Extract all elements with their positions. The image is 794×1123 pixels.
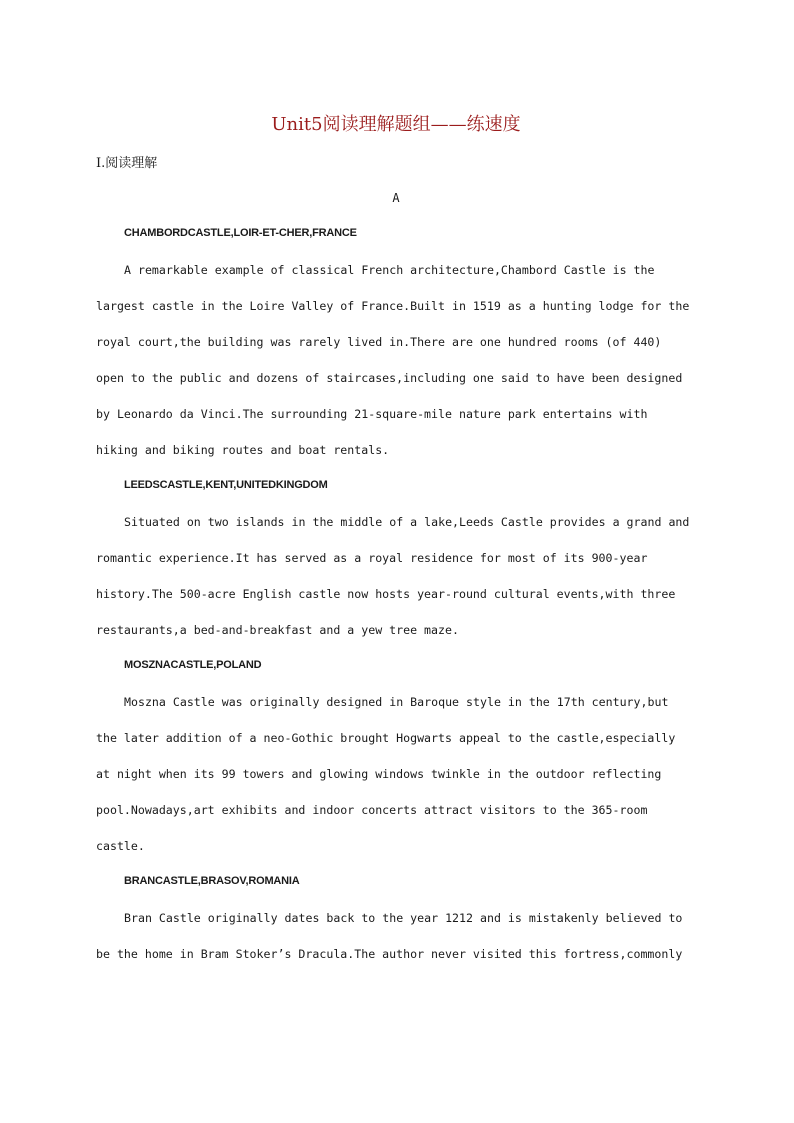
paragraph-line: history.The 500-acre English castle now hosts year-round cultural events,with three — [96, 587, 676, 601]
castle-paragraph-chambord — [96, 260, 696, 476]
castle-heading-bran: BRANCASTLE,BRASOV,ROMANIA — [124, 875, 300, 887]
castle-paragraph-leeds — [96, 512, 696, 656]
section-label: Ⅰ.阅读理解 — [96, 156, 158, 171]
paragraph-line: royal court,the building was rarely lived in.There are one hundred rooms (of 440) — [96, 335, 662, 349]
castle-heading-chambord: CHAMBORDCASTLE,LOIR-ET-CHER,FRANCE — [124, 227, 357, 239]
castle-paragraph-bran — [96, 908, 696, 980]
paragraph-line: A remarkable example of classical French architecture,Chambord Castle is the — [124, 263, 655, 277]
paragraph-line: be the home in Bram Stoker’s Dracula.The author never visited this fortress,commonly — [96, 947, 683, 961]
paragraph-line: Bran Castle originally dates back to the year 1212 and is mistakenly believed to — [124, 911, 683, 925]
paragraph-line: the later addition of a neo-Gothic brought Hogwarts appeal to the castle,especially — [96, 731, 676, 745]
paragraph-line: Moszna Castle was originally designed in Baroque style in the 17th century,but — [124, 695, 669, 709]
paragraph-line: at night when its 99 towers and glowing windows twinkle in the outdoor reflecting — [96, 767, 662, 781]
paragraph-line: Situated on two islands in the middle of a lake,Leeds Castle provides a grand and — [124, 515, 690, 529]
passage-label: A — [392, 191, 400, 205]
paragraph-line: castle. — [96, 839, 145, 853]
castle-paragraph-moszna — [96, 692, 696, 872]
castle-heading-leeds: LEEDSCASTLE,KENT,UNITEDKINGDOM — [124, 479, 328, 491]
paragraph-line: pool.Nowadays,art exhibits and indoor concerts attract visitors to the 365-room — [96, 803, 648, 817]
paragraph-line: restaurants,a bed-and-breakfast and a yew tree maze. — [96, 623, 459, 637]
paragraph-line: romantic experience.It has served as a royal residence for most of its 900-year — [96, 551, 648, 565]
page-title: Unit5阅读理解题组——练速度 — [271, 114, 521, 135]
paragraph-line: hiking and biking routes and boat rentals. — [96, 443, 390, 457]
paragraph-line: open to the public and dozens of staircases,including one said to have been designed — [96, 371, 683, 385]
castle-heading-moszna: MOSZNACASTLE,POLAND — [124, 659, 262, 671]
paragraph-line: by Leonardo da Vinci.The surrounding 21-square-mile nature park entertains with — [96, 407, 648, 421]
paragraph-line: largest castle in the Loire Valley of France.Built in 1519 as a hunting lodge for the — [96, 299, 690, 313]
